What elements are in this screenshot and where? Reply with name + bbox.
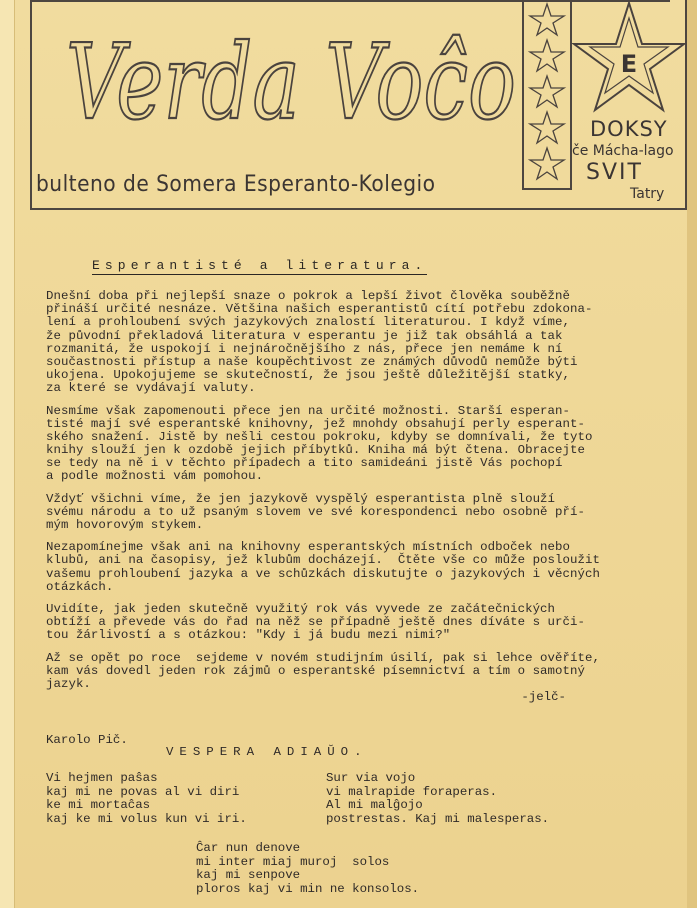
text-line: Vždyť všichni víme, že jen jazykově vyspělý esperantista plně slouží — [46, 491, 556, 506]
text-line: že původní překladová literatura v esperantu je již tak obsáhlá a tak — [46, 328, 563, 343]
poem-stanza-final — [196, 842, 419, 896]
text-line: Až se opět po roce sejdeme v novém studijním úsilí, pak si lehce ověříte, — [46, 650, 600, 665]
masthead-title — [60, 0, 530, 170]
poem-line: mi inter miaj muroj solos — [196, 854, 390, 869]
text-line: mým hovorovým stykem. — [46, 518, 204, 532]
poem-line: Ĉar nun denove — [196, 841, 301, 855]
poem-line: Vi hejmen paŝas — [46, 771, 158, 785]
article-title: Esperantisté a literatura. — [92, 258, 428, 273]
text-line: rozmanitá, že uspokojí i nejnáročnějšího z nás, přece jen nemáme k ní — [46, 341, 563, 356]
masthead-border-left — [30, 0, 32, 208]
column-stars-icon — [524, 0, 570, 188]
poem-line: ke mi mortaĉas — [46, 798, 151, 813]
poem-line: ploros kaj vi min ne konsolos. — [196, 881, 420, 896]
location-line-3: SVIT — [586, 160, 643, 185]
text-line: svému národu a to už psaným slovem ve své korespondenci nebo osobně pří- — [46, 504, 585, 519]
text-line: ského snažení. Jistě by nešli cestou pokroku, kdyby se domnívali, že tyto — [46, 429, 593, 444]
poem-line: kaj mi senpove — [196, 868, 301, 883]
poem-stanza-right — [326, 772, 549, 826]
text-line: součastnosti přístup a naše koupěchtivost ze známých důvodů nemůže býti — [46, 354, 578, 369]
text-line: Nezapomínejme však ani na knihovny esperantských místních odboček nebo — [46, 540, 570, 555]
text-line: Uvidíte, jak jeden skutečně využitý rok vás vyvede ze začátečnických — [46, 601, 556, 616]
text-line: Nesmíme však zapomenouti přece jen na určité možnosti. Starší esperan- — [46, 403, 570, 418]
poem-author: Karolo Pič. — [46, 733, 128, 747]
text-line: Dnešní doba při nejlepší snaze o pokrok a lepší život člověka souběžně — [46, 289, 570, 303]
masthead-subtitle: bulteno de Somera Esperanto-Kolegio — [36, 172, 436, 197]
title-text: Verda Voĉo — [66, 21, 516, 143]
poem-line: Sur via vojo — [326, 771, 416, 785]
poem-line: Al mi malĝojo — [326, 798, 423, 813]
location-line-2: če Mácha-lago — [572, 143, 674, 159]
paragraph — [46, 290, 686, 396]
star-letter: E — [620, 50, 638, 78]
text-line: tisté mají své esperantské knihovny, jež mnohdy obsahují perly esperant- — [46, 416, 585, 431]
paragraph — [46, 652, 686, 705]
paper-edge-left — [0, 0, 15, 908]
location-line-4: Tatry — [630, 186, 665, 202]
article-signature: -jelč- — [521, 690, 566, 705]
location-line-1: DOKSY — [590, 117, 668, 141]
text-line: klubů, ani na časopisy, jež klubům docházejí. Čtěte vše co může posloužit — [46, 553, 600, 568]
text-line: obtíží a převede vás do řad na něž se případně ještě dnes díváte s urči- — [46, 615, 585, 630]
paragraph — [46, 541, 686, 594]
star-column-decoration — [522, 0, 572, 190]
article-body — [46, 290, 686, 713]
poem-line: kaj mi ne povas al vi diri — [46, 784, 240, 799]
poem-line: vi malrapide foraperas. — [326, 784, 498, 799]
text-line: se tedy na ně i v těchto případech a tito samideáni jistě Vás pochopí — [46, 456, 563, 471]
text-line: ukojena. Upokojujeme se skutečností, že jsou ještě důležitější statky, — [46, 368, 570, 383]
text-line: tou žárlivostí a s otázkou: "Kdy i já budu mezi nimi?" — [46, 628, 451, 643]
poem-stanza-left — [46, 772, 247, 826]
text-line: otázkách. — [46, 579, 114, 594]
text-line: lení a prohloubení svých jazykových znalostí literaturou. I když víme, — [46, 315, 570, 330]
text-line: vašemu prohloubení jazyka a ve schůzkách diskutujte o jazykových i věcných — [46, 566, 600, 581]
poem-line: postrestas. Kaj mi malesperas. — [326, 811, 550, 826]
text-line: přináší určité nesnáze. Většina našich esperantistů cítí potřebu zdokona- — [46, 302, 593, 317]
esperanto-star-icon — [570, 0, 688, 118]
masthead-border-bottom — [30, 208, 686, 210]
text-line: a podle možnosti vám pomohou. — [46, 469, 264, 484]
text-line: knihy slouží jen k ozdobě jejich příbytků. Kniha má být čtena. Obracejte — [46, 443, 585, 458]
masthead — [30, 0, 686, 214]
text-line: kam vás dovedl jeden rok zájmů o esperantské písemnictví a tím o samotný — [46, 663, 585, 678]
text-line: za které se vydávají valuty. — [46, 381, 256, 396]
text-line: jazyk. — [46, 676, 91, 691]
paragraph — [46, 493, 686, 533]
paper-edge-right — [687, 0, 697, 908]
poem-title: VESPERA ADIAŬO. — [166, 745, 368, 759]
poem-line: kaj ke mi volus kun vi iri. — [46, 811, 247, 826]
paragraph — [46, 603, 686, 643]
paragraph — [46, 405, 686, 484]
